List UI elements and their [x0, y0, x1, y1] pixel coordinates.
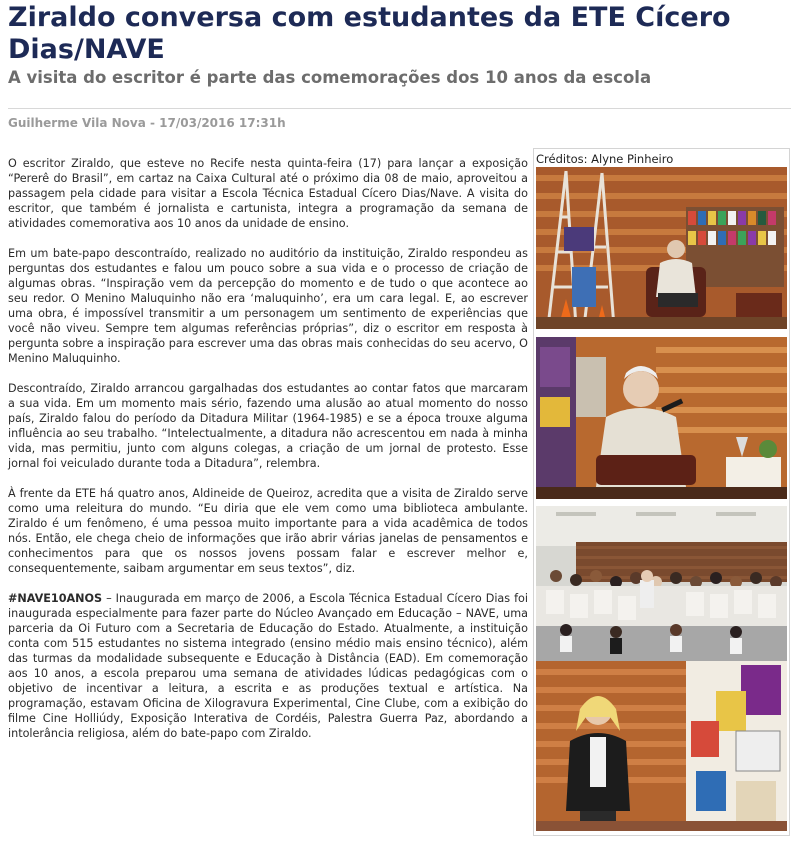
article-subtitle: A visita do escritor é parte das comemorações dos 10 anos da escola — [8, 68, 652, 87]
hashtag-label: #NAVE10ANOS — [8, 592, 103, 605]
article-paragraph-last — [8, 591, 528, 741]
photo-students-auditorium[interactable] — [536, 506, 787, 668]
article-paragraph-text: – Inaugurada em março de 2006, a Escola Técnica Estadual Cícero Dias foi inaugurada especialmente para fazer parte do Núcleo Avançado em Educação – NAVE, uma parceria da Oi Futuro com a Secretaria de Educação do Estado. Atualmente, a instituição conta com 515 estudantes no sistema integrado (ensino médio mais ensino técnico), além das turmas da modalidade subsequente e Educação à Distância (EAD). Em comemoração aos 10 anos, a escola preparou uma semana de atividades lúdicas pedagógicas com o objetivo de incentivar a leitura, a escrita e as produções textual e artística. Na programação, estavam Oficina de Xilogravura Experimental, Cine Clube, com a exibição do filme Cine Holliúdy, Exposição Interativa de Cordéis, Palestra Guerra Paz, abordando a intolerância religiosa, além do bate-papo com Ziraldo. — [8, 592, 528, 740]
photo-ziraldo-seated-bookshelf[interactable] — [536, 167, 787, 329]
photo-ziraldo-speaking-microphone[interactable] — [536, 337, 787, 499]
article-paragraph: À frente da ETE há quatro anos, Aldineide de Queiroz, acredita que a visita de Ziraldo serve como uma releitura do mundo. “Eu diria que ele vem como uma biblioteca ambulante. Ziraldo é um fenômeno, é uma pessoa muito importante para a vida acadêmica de todos nós. Então, ele chega cheio de informações que irão abrir várias janelas de pensamentos e conhecimentos para que os nossos jovens possam falar e escrever melhor e, consequentemente, saibam argumentar em seus textos”, diz. — [8, 487, 528, 575]
article-title: Ziraldo conversa com estudantes da ETE Cícero Dias/NAVE — [8, 2, 731, 65]
article-paragraph: Em um bate-papo descontraído, realizado no auditório da instituição, Ziraldo respondeu as perguntas dos estudantes e falou um pouco sobre a sua vida e o processo de criação de algumas obras. “Inspiração vem da percepção do momento e de tudo o que acontece ao seu redor. O Menino Maluquinho não era ‘maluquinho’, era um cara legal. E, ao escrever uma obra, é impossível transmitir a um personagem um sentimento de experiências que você não viveu. Sempre tem algumas referências próprias”, diz o escritor em resposta à pergunta sobre a inspiração para escrever uma das obras mais conhecidas do seu acervo, O Menino Maluquinho. — [8, 247, 528, 365]
article-body — [8, 156, 528, 756]
photo-credits: Créditos: Alyne Pinheiro — [536, 152, 674, 166]
article-byline: Guilherme Vila Nova - 17/03/2016 17:31h — [8, 116, 286, 130]
article-paragraph: O escritor Ziraldo, que esteve no Recife nesta quinta-feira (17) para lançar a exposição “Pererê do Brasil”, em cartaz na Caixa Cultural até o próximo dia 08 de maio, aproveitou a passagem pela cidade para visitar a Escola Técnica Estadual Cícero Dias/Nave. A visita do escritor, que também é jornalista e cartunista, integra a programação da semana de atividades comemorativa aos 10 anos da unidade de ensino. — [8, 157, 528, 230]
photo-woman-cordel-exhibit[interactable] — [536, 661, 787, 831]
article-paragraph: Descontraído, Ziraldo arrancou gargalhadas dos estudantes ao contar fatos que marcaram a sua vida. Em um momento mais sério, fazendo uma alusão ao atual momento do nosso país, Ziraldo falou do período da Ditadura Militar (1964-1985) e se a época trouxe alguma influência ao seu trabalho. “Intelectualmente, a ditadura não acrescentou em nada à minha vida, mas permitiu, junto com alguns colegas, a criação de um jornal de protesto. Esse jornal foi veiculado durante toda a Ditadura”, relembra. — [8, 382, 528, 470]
title-divider — [8, 108, 791, 109]
photo-gallery — [533, 148, 790, 836]
